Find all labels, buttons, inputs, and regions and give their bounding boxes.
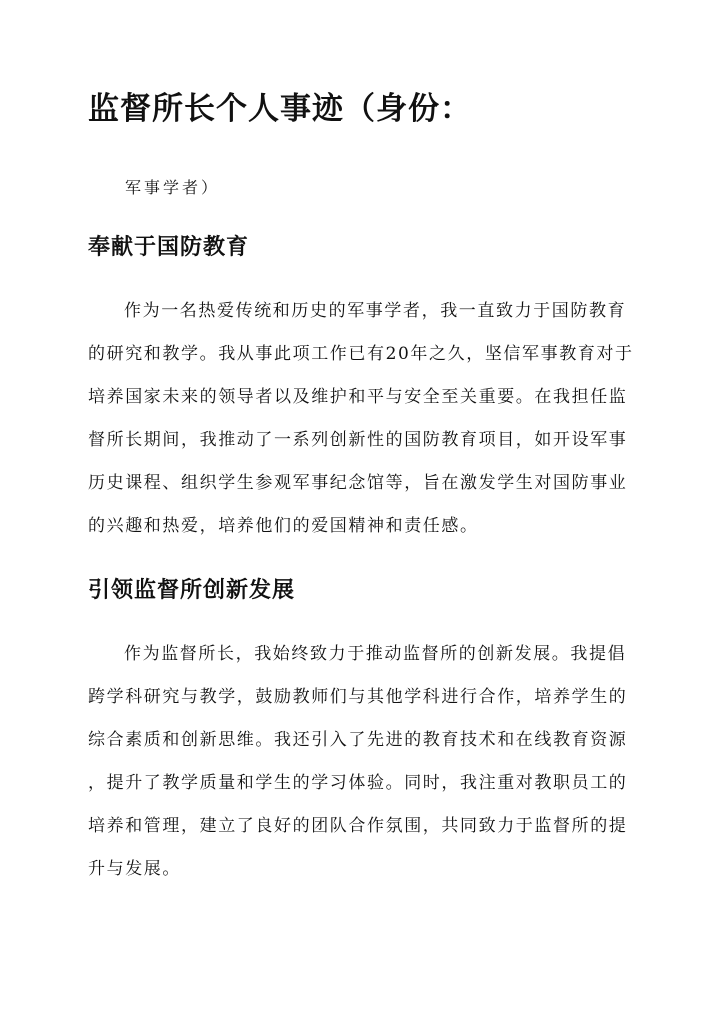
paragraph-line: 作为一名热爱传统和历史的军事学者，我一直致力于国防教育: [124, 301, 627, 321]
section-body-national-defense: [88, 296, 648, 554]
paragraph-line: 历史课程、组织学生参观军事纪念馆等，旨在激发学生对国防事业: [88, 473, 628, 493]
paragraph-line: 培养国家未来的领导者以及维护和平与安全至关重要。在我担任监: [88, 387, 628, 407]
paragraph-line: 的研究和教学。我从事此项工作已有20年之久，坚信军事教育对于: [88, 344, 634, 364]
paragraph-line: 升与发展。: [88, 859, 181, 879]
paragraph-line: ，提升了教学质量和学生的学习体验。同时，我注重对教职员工的: [88, 773, 628, 793]
paragraph-line: 督所长期间，我推动了一系列创新性的国防教育项目，如开设军事: [88, 430, 628, 450]
paragraph-line: 跨学科研究与教学，鼓励教师们与其他学科进行合作，培养学生的: [88, 687, 628, 707]
paragraph-line: 作为监督所长，我始终致力于推动监督所的创新发展。我提倡: [124, 644, 627, 664]
paragraph-line: 的兴趣和热爱，培养他们的爱国精神和责任感。: [88, 516, 479, 536]
page-title: 监督所长个人事迹（身份：: [88, 91, 472, 127]
section-heading-national-defense: 奉献于国防教育: [88, 234, 250, 260]
section-body-innovation: [88, 639, 648, 897]
section-heading-innovation: 引领监督所创新发展: [88, 577, 296, 603]
paragraph-line: 综合素质和创新思维。我还引入了先进的教育技术和在线教育资源: [88, 730, 628, 750]
paragraph-line: 培养和管理，建立了良好的团队合作氛围，共同致力于监督所的提: [88, 816, 628, 836]
subtitle: 军事学者）: [125, 178, 221, 197]
